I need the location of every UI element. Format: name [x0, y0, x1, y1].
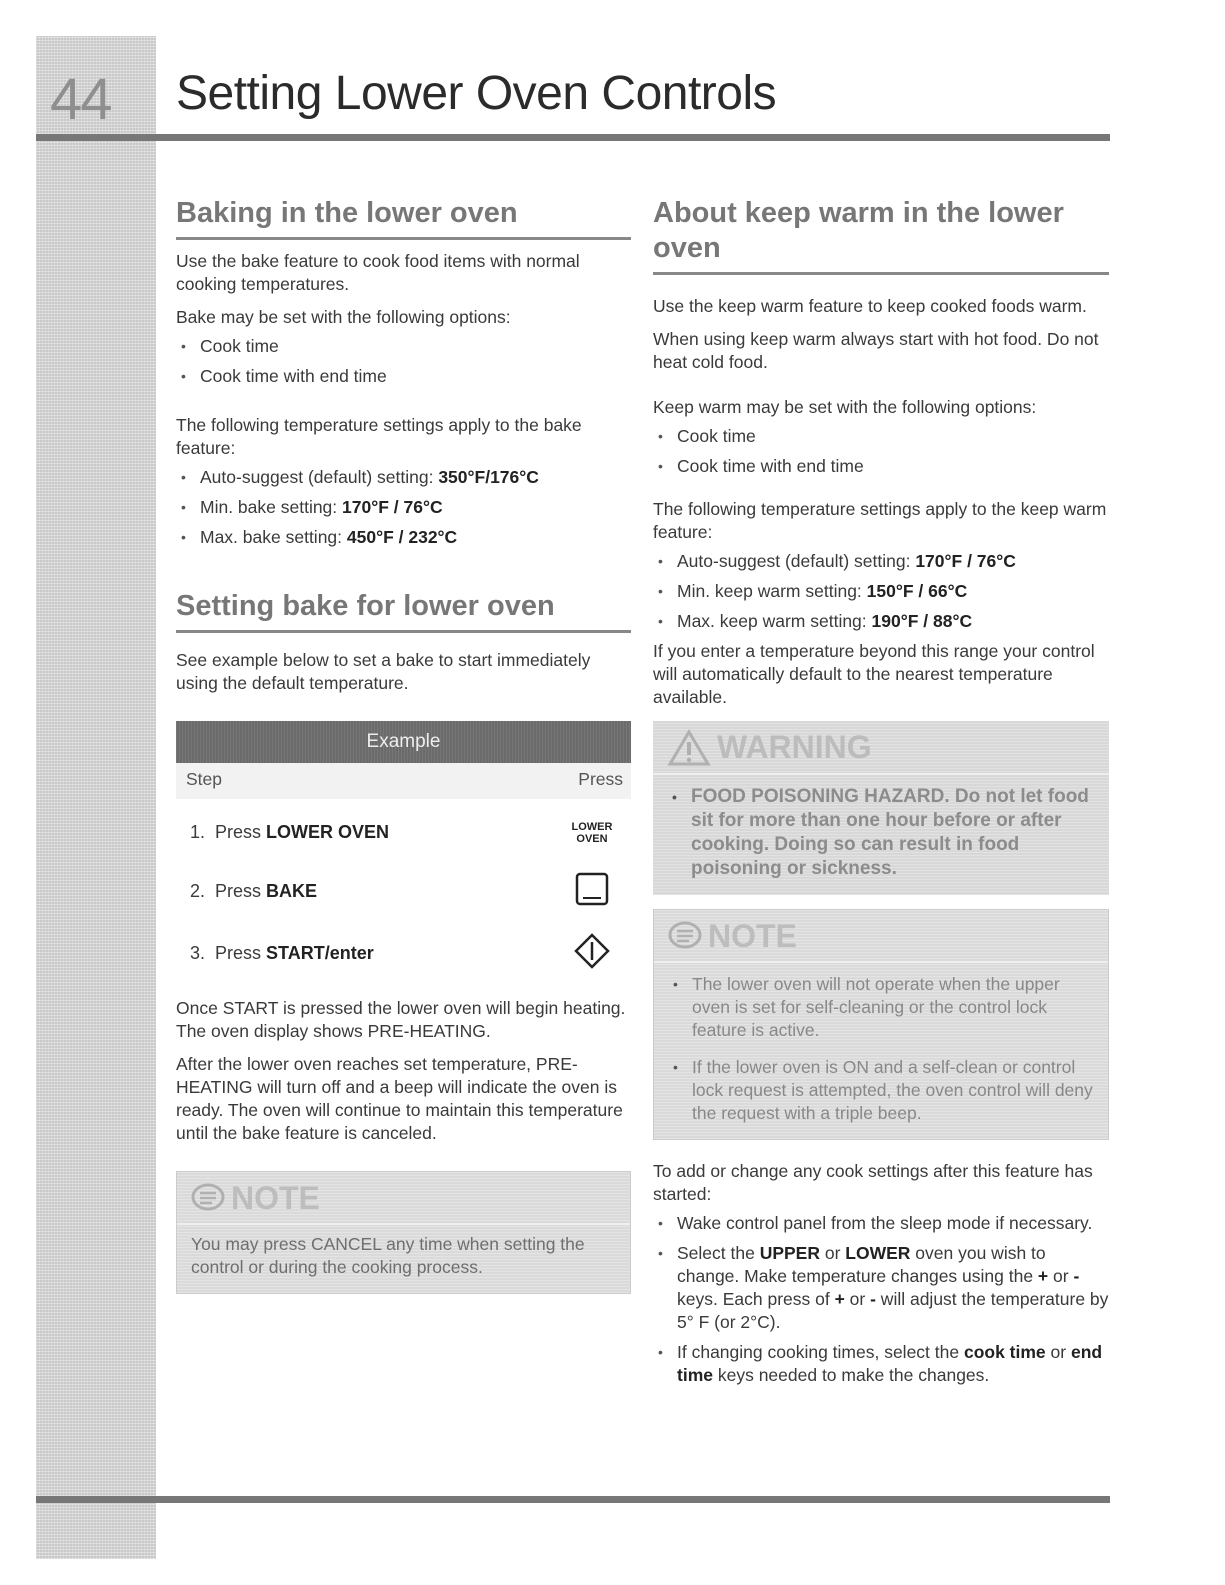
keep-warm-range-text: If you enter a temperature beyond this range your control will automatically default to the nearest temperature available.: [653, 640, 1095, 707]
bake-intro: Use the bake feature to cook food items with normal cooking temperatures.: [176, 250, 580, 294]
right-column: [653, 196, 1109, 1394]
keep-warm-options-list: [653, 425, 1109, 478]
list-item: • Min. bake setting: 170°F / 76°C: [176, 496, 631, 519]
list-item: • Cook time: [176, 335, 631, 358]
after-reach-text: After the lower oven reaches set temperature, PRE-HEATING will turn off and a beep will indicate the oven is ready. The oven will continue to maintain this temperature until the bake feature is canceled.: [176, 1053, 623, 1143]
step-row: 3. Press START/enter: [190, 923, 615, 985]
warning-triangle-icon: [667, 729, 711, 767]
list-item: • Auto-suggest (default) setting: 170°F / 76°C: [653, 550, 1109, 573]
top-divider: [36, 134, 1110, 141]
change-settings-list: [653, 1212, 1109, 1387]
press-column-label: Press: [578, 768, 623, 789]
list-item: • Cook time with end time: [176, 365, 631, 388]
list-item: • Max. bake setting: 450°F / 232°C: [176, 526, 631, 549]
list-item: • The lower oven will not operate when the upper oven is set for self-cleaning or the control lock feature is active.: [668, 973, 1094, 1042]
list-item: • Select the UPPER or LOWER oven you wish to change. Make temperature changes using the + or - keys. Each press of + or - will adjust the temperature by 5° F (or 2°C).: [653, 1242, 1109, 1334]
list-item: • Auto-suggest (default) setting: 350°F/176°C: [176, 466, 631, 489]
page-title: Setting Lower Oven Controls: [176, 67, 777, 120]
note-text: You may press CANCEL any time when setting the control or during the cooking process.: [191, 1233, 585, 1277]
step-row: 1. Press LOWER OVEN LOWER OVEN: [190, 805, 615, 861]
note-title: NOTE: [231, 1179, 320, 1216]
list-item: • FOOD POISONING HAZARD. Do not let food sit for more than one hour before or after cooking. Doing so can result in food poisoning or sickness.: [667, 785, 1095, 881]
keep-warm-temp-list: [653, 550, 1109, 633]
list-item: • Max. keep warm setting: 190°F / 88°C: [653, 610, 1109, 633]
note-box: [653, 909, 1109, 1140]
list-item: • Min. keep warm setting: 150°F / 66°C: [653, 580, 1109, 603]
example-header: Example: [176, 721, 631, 763]
note-icon: [668, 921, 702, 951]
bake-temp-list: [176, 466, 631, 549]
list-item: • Cook time: [653, 425, 1109, 448]
keep-warm-hot-food: When using keep warm always start with hot food. Do not heat cold food.: [653, 328, 1099, 372]
start-key-icon: [569, 933, 615, 974]
bake-temp-intro: The following temperature settings apply to the bake feature:: [176, 414, 582, 458]
example-steps: [176, 805, 631, 985]
left-column: [176, 196, 631, 1294]
step-column-label: Step: [186, 768, 222, 789]
note-icon: [191, 1183, 225, 1213]
page-number: 44: [50, 67, 111, 132]
bake-section-title: Baking in the lower oven: [176, 196, 631, 240]
example-column-header: [176, 763, 631, 799]
list-item: • Cook time with end time: [653, 455, 1109, 478]
warning-box: [653, 721, 1109, 895]
lower-oven-key-icon: LOWER OVEN: [571, 820, 613, 845]
after-start-text: Once START is pressed the lower oven will begin heating. The oven display shows PRE-HEATING.: [176, 997, 626, 1041]
bottom-divider: [36, 1496, 1110, 1503]
note-title: NOTE: [708, 917, 797, 954]
setting-bake-title: Setting bake for lower oven: [176, 589, 631, 633]
keep-warm-temp-intro: The following temperature settings apply to the keep warm feature:: [653, 498, 1107, 542]
bake-options-list: [176, 335, 631, 388]
list-item: • If the lower oven is ON and a self-clean or control lock request is attempted, the oven control will deny the request with a triple beep.: [668, 1056, 1094, 1125]
setting-bake-intro: See example below to set a bake to start immediately using the default temperature.: [176, 649, 591, 693]
page-sidebar-band: [36, 36, 156, 1559]
keep-warm-intro: Use the keep warm feature to keep cooked foods warm.: [653, 295, 1087, 316]
keep-warm-title: About keep warm in the lower oven: [653, 196, 1109, 275]
bake-options-intro: Bake may be set with the following options:: [176, 306, 511, 327]
bake-key-icon: [569, 872, 615, 911]
list-item: • Wake control panel from the sleep mode if necessary.: [653, 1212, 1109, 1235]
note-box: [176, 1171, 631, 1294]
change-settings-intro: To add or change any cook settings after this feature has started:: [653, 1160, 1093, 1204]
list-item: • If changing cooking times, select the cook time or end time keys needed to make the changes.: [653, 1341, 1109, 1387]
keep-warm-options-intro: Keep warm may be set with the following options:: [653, 396, 1037, 417]
step-row: 2. Press BAKE: [190, 861, 615, 923]
warning-title: WARNING: [717, 729, 872, 766]
